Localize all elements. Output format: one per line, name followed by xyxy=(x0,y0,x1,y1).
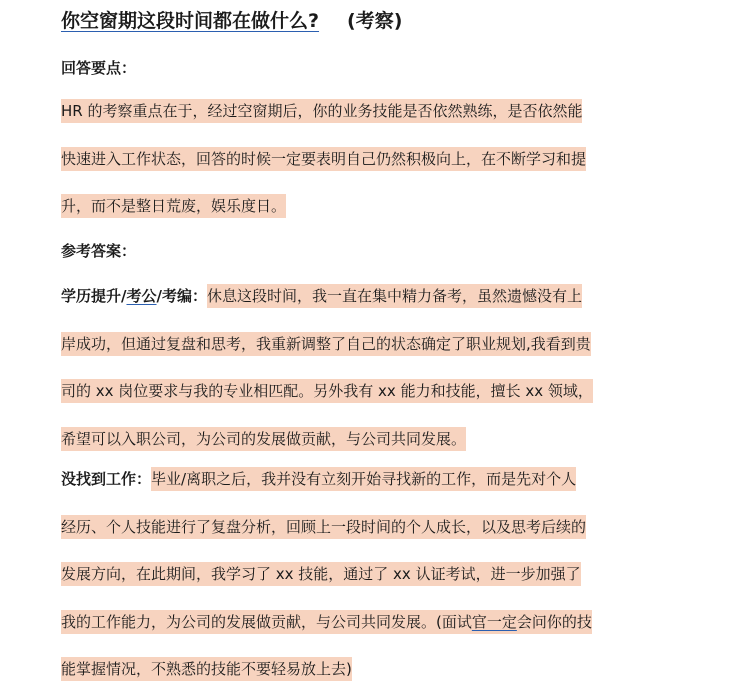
points-heading: 回答要点： xyxy=(61,59,137,77)
title-question: 你空窗期这段时间都在做什么? xyxy=(61,10,320,32)
case1-line: 学历提升/考公/考编：休息这段时间，我一直在集中精力备考，虽然遗憾没有上 xyxy=(61,273,675,321)
points-paragraph xyxy=(61,88,675,231)
case2-paragraph xyxy=(61,456,675,694)
case2-line: 发展方向，在此期间，我学习了 xx 技能，通过了 xx 认证考试，进一步加强了 xyxy=(61,551,675,599)
case1-line: 岸成功，但通过复盘和思考，我重新调整了自己的状态确定了职业规划,我看到贵 xyxy=(61,321,675,369)
case2-line: 经历、个人技能进行了复盘分析，回顾上一段时间的个人成长，以及思考后续的 xyxy=(61,504,675,552)
case2-line: 我的工作能力，为公司的发展做贡献，与公司共同发展。(面试官一定会问你的技 xyxy=(61,599,675,647)
case1-lead: 学历提升/考公/考编： xyxy=(61,287,207,305)
answer-heading: 参考答案： xyxy=(61,242,137,260)
case1-line: 司的 xx 岗位要求与我的专业相匹配。另外我有 xx 能力和技能，擅长 xx 领域， xyxy=(61,368,675,416)
case1-line: 希望可以入职公司，为公司的发展做贡献，与公司共同发展。 xyxy=(61,416,675,464)
page-title xyxy=(61,8,402,34)
case2-line: 没找到工作：毕业/离职之后，我并没有立刻开始寻找新的工作，而是先对个人 xyxy=(61,456,675,504)
points-line: HR 的考察重点在于，经过空窗期后，你的业务技能是否依然熟练，是否依然能 xyxy=(61,88,675,136)
title-tag: (考察) xyxy=(347,10,403,32)
points-line: 快速进入工作状态，回答的时候一定要表明自己仍然积极向上，在不断学习和提 xyxy=(61,136,675,184)
points-line: 升，而不是整日荒废，娱乐度日。 xyxy=(61,183,675,231)
case2-lead: 没找到工作： xyxy=(61,470,152,488)
case1-paragraph xyxy=(61,273,675,463)
case2-line: 能掌握情况，不熟悉的技能不要轻易放上去) xyxy=(61,646,675,694)
